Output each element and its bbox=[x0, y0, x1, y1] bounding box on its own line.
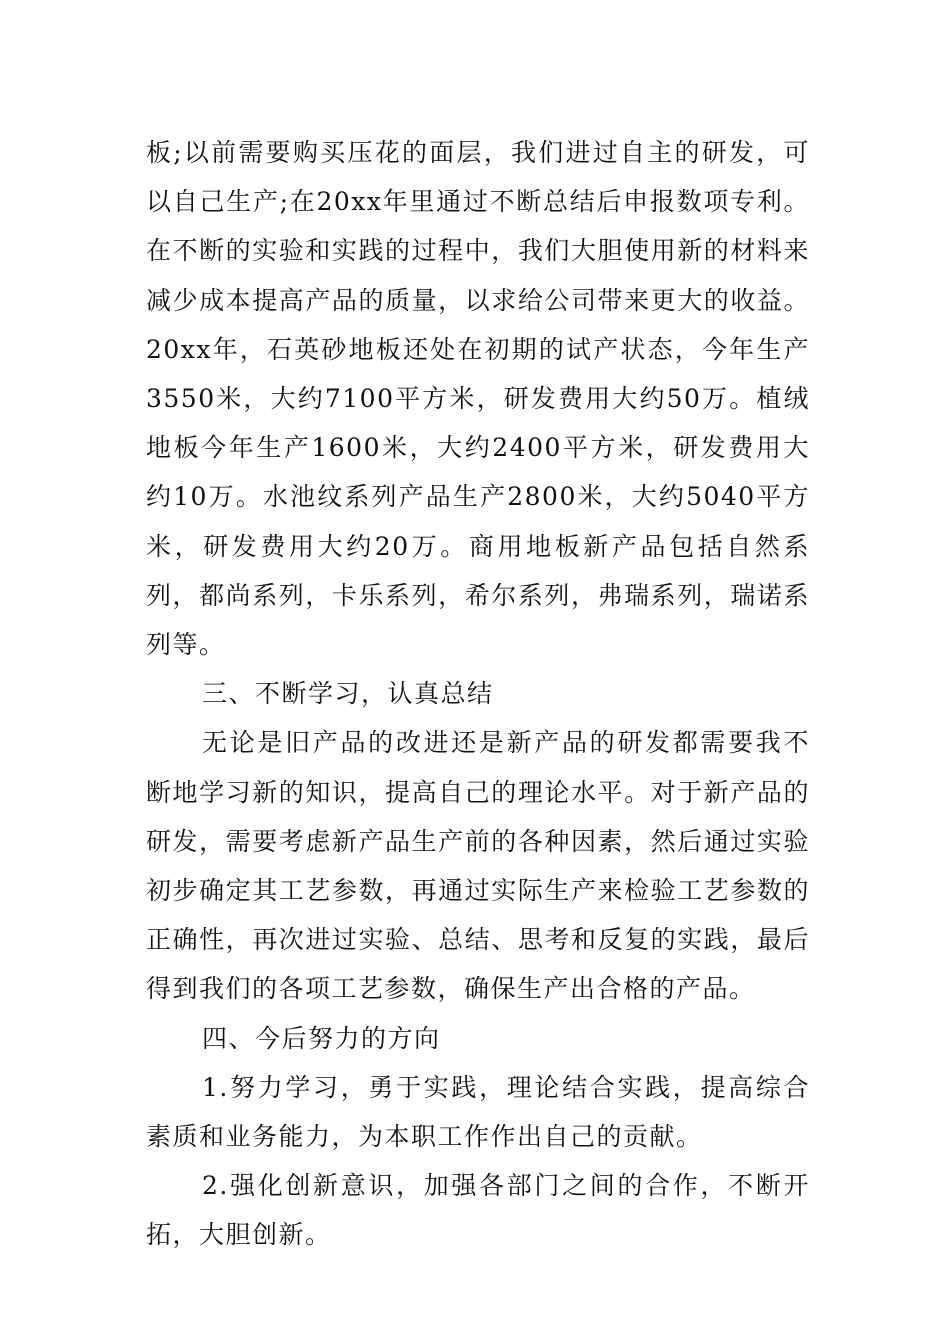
list-item-two: 2.强化创新意识，加强各部门之间的合作，不断开拓，大胆创新。 bbox=[146, 1171, 810, 1250]
document-body bbox=[146, 128, 810, 1260]
paragraph-rd-results: 板;以前需要购买压花的面层，我们进过自主的研发，可以自己生产;在20xx年里通过不断总结后申报数项专利。在不断的实验和实践的过程中，我们大胆使用新的材料来减少成本提高产品的质量，以求给公司带来更大的收益。20xx年，石英砂地板还处在初期的试产状态，今年生产3550米，大约7100平方米，研发费用大约50万。植绒地板今年生产1600米，大约2400平方米，研发费用大约10万。水池纹系列产品生产2800米，大约5040平方米，研发费用大约20万。商用地板新产品包括自然系列，都尚系列，卡乐系列，希尔系列，弗瑞系列，瑞诺系列等。 bbox=[146, 138, 810, 660]
paragraph-learning: 无论是旧产品的改进还是新产品的研发都需要我不断地学习新的知识，提高自己的理论水平。对于新产品的研发，需要考虑新产品生产前的各种因素，然后通过实验初步确定其工艺参数，再通过实际生产来检验工艺参数的正确性，再次进过实验、总结、思考和反复的实践，最后得到我们的各项工艺参数，确保生产出合格的产品。 bbox=[146, 728, 810, 1004]
heading-section-four: 四、今后努力的方向 bbox=[202, 1023, 441, 1053]
list-item-one: 1.努力学习，勇于实践，理论结合实践，提高综合素质和业务能力，为本职工作作出自己的贡献。 bbox=[146, 1072, 810, 1152]
heading-section-three: 三、不断学习，认真总结 bbox=[202, 679, 494, 709]
